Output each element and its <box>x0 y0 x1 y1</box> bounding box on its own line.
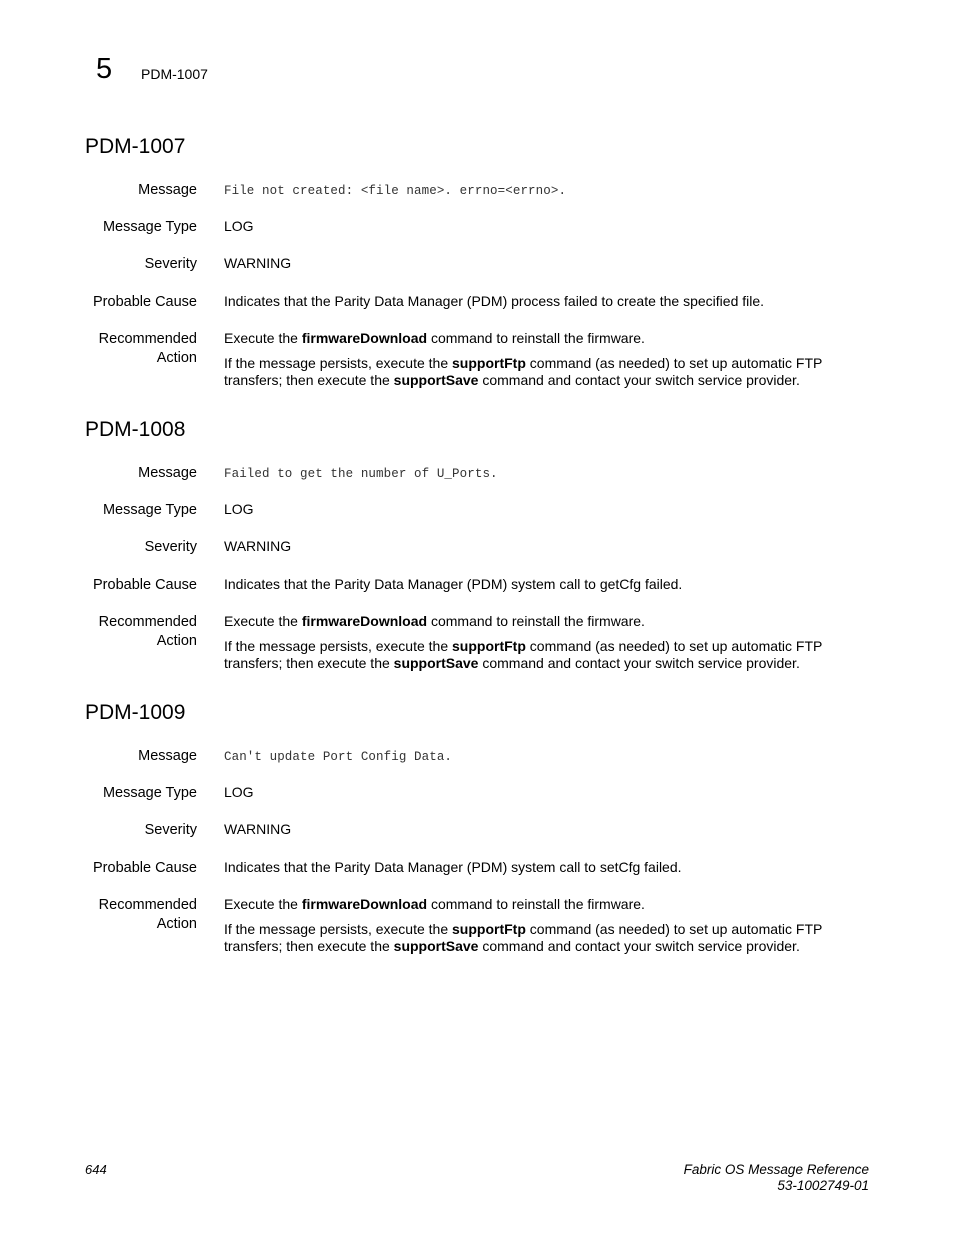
probable-cause-value: Indicates that the Parity Data Manager (PDM) system call to getCfg failed. <box>224 576 683 592</box>
probable-cause-value: Indicates that the Parity Data Manager (PDM) system call to setCfg failed. <box>224 859 682 875</box>
running-header-title: PDM-1007 <box>141 66 208 82</box>
message-type-value: LOG <box>224 501 254 517</box>
command-name: supportSave <box>393 938 479 954</box>
recommended-action-text <box>224 613 864 672</box>
command-name: firmwareDownload <box>301 613 428 629</box>
message-type-label: Message Type <box>102 785 197 801</box>
doc-number: 53-1002749-01 <box>777 1178 869 1193</box>
section-title: PDM-1009 <box>85 701 186 724</box>
severity-value: WARNING <box>224 538 292 554</box>
recommended-action-label: Recommended Action <box>98 897 197 932</box>
action-paragraph-2: If the message persists, execute the supportFtp command (as needed) to set up automatic FTP transfers; then execute the supportSave command and contact your switch service provider. <box>224 355 823 388</box>
command-name: supportFtp <box>452 921 526 937</box>
action-paragraph-1: Execute the firmwareDownload command to reinstall the firmware. <box>224 896 645 912</box>
message-text: Can't update Port Config Data. <box>224 750 453 764</box>
message-type-label: Message Type <box>102 502 197 518</box>
command-name: supportSave <box>393 372 479 388</box>
probable-cause-label: Probable Cause <box>93 577 197 593</box>
command-name: firmwareDownload <box>301 330 428 346</box>
doc-title: Fabric OS Message Reference <box>683 1162 869 1177</box>
recommended-action-label: Recommended Action <box>98 331 197 366</box>
severity-label: Severity <box>144 822 197 838</box>
severity-value: WARNING <box>224 255 292 271</box>
message-text: Failed to get the number of U_Ports. <box>224 467 498 481</box>
recommended-action-label: Recommended Action <box>98 614 197 649</box>
chapter-number: 5 <box>96 53 113 85</box>
message-type-value: LOG <box>224 784 254 800</box>
recommended-action-text <box>224 896 864 955</box>
probable-cause-label: Probable Cause <box>93 860 197 876</box>
message-type-value: LOG <box>224 218 254 234</box>
footer-doc-info <box>684 1162 869 1194</box>
action-paragraph-1: Execute the firmwareDownload command to reinstall the firmware. <box>224 330 645 346</box>
action-paragraph-2: If the message persists, execute the supportFtp command (as needed) to set up automatic FTP transfers; then execute the supportSave command and contact your switch service provider. <box>224 638 823 671</box>
message-label: Message <box>138 748 197 764</box>
severity-label: Severity <box>144 256 197 272</box>
probable-cause-label: Probable Cause <box>93 294 197 310</box>
command-name: firmwareDownload <box>301 896 428 912</box>
message-label: Message <box>138 182 197 198</box>
message-type-label: Message Type <box>102 219 197 235</box>
message-text: File not created: <file name>. errno=<errno>. <box>224 184 567 198</box>
command-name: supportSave <box>393 655 479 671</box>
severity-value: WARNING <box>224 821 292 837</box>
action-paragraph-2: If the message persists, execute the supportFtp command (as needed) to set up automatic FTP transfers; then execute the supportSave command and contact your switch service provider. <box>224 921 823 954</box>
probable-cause-value: Indicates that the Parity Data Manager (PDM) process failed to create the specified file. <box>224 293 765 309</box>
recommended-action-text <box>224 330 864 389</box>
command-name: supportFtp <box>452 355 526 371</box>
section-title: PDM-1008 <box>85 418 186 441</box>
action-paragraph-1: Execute the firmwareDownload command to reinstall the firmware. <box>224 613 645 629</box>
section-title: PDM-1007 <box>85 135 186 158</box>
page-number: 644 <box>85 1162 107 1177</box>
command-name: supportFtp <box>452 638 526 654</box>
message-label: Message <box>138 465 197 481</box>
severity-label: Severity <box>144 539 197 555</box>
